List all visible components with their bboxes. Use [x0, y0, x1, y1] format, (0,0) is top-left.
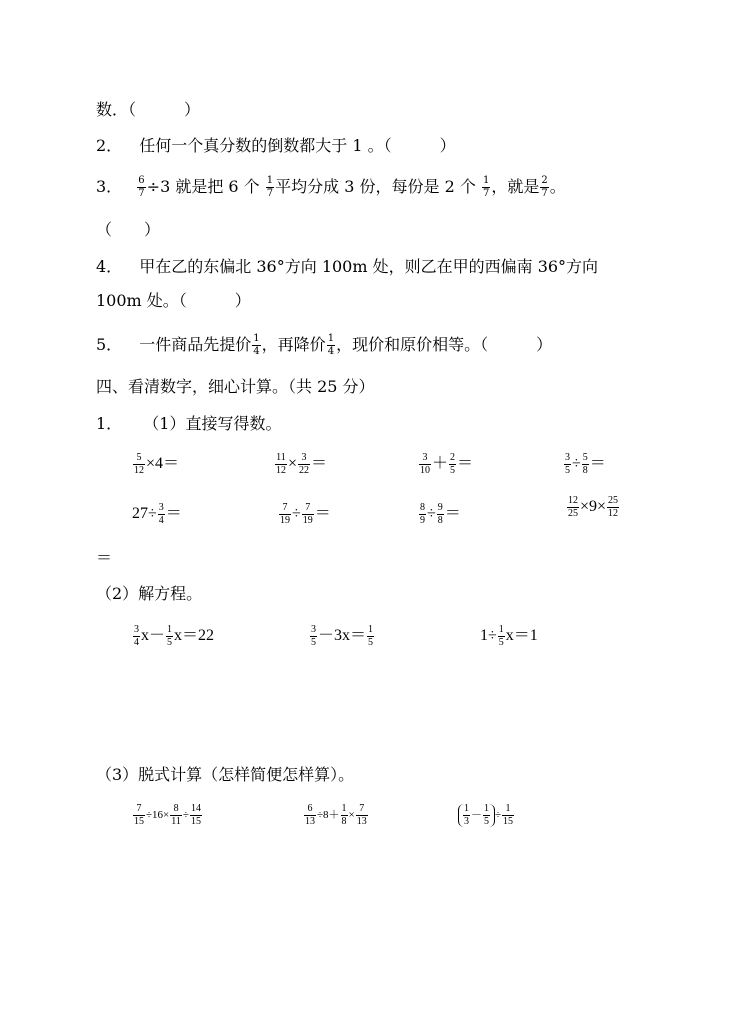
q3-paren: （ ） — [96, 220, 161, 239]
q3-text-1: ÷3 就是把 6 个 — [146, 177, 260, 196]
q2-number: 2． — [96, 136, 123, 155]
calc-4: $\frac{3}{5}$ ÷ $\frac{5}{8}$ ＝ — [565, 451, 606, 476]
expression-3: $\frac{1}{3}$ － $\frac{1}{5}$ ÷ $\frac{1}{15}$ — [458, 804, 515, 827]
part-1 — [96, 414, 281, 434]
calc-6: $\frac{7}{19}$ ÷ $\frac{7}{19}$ ＝ — [280, 501, 331, 526]
q1-tail: 数．（ ） — [96, 100, 201, 119]
q3-text-4: 。 — [549, 177, 566, 196]
calc-2: $\frac{11}{12}$ × $\frac{3}{22}$ ＝ — [276, 451, 328, 476]
calc-1: $\frac{5}{12}$ ×4＝ — [134, 451, 180, 476]
q4-number: 4． — [96, 257, 123, 276]
question-3 — [96, 176, 566, 199]
equation-1: $\frac{3}{4}$ x－ $\frac{1}{5}$ x＝22 — [134, 623, 215, 648]
calc-7: $\frac{8}{9}$ ÷ $\frac{9}{8}$ ＝ — [420, 501, 461, 526]
calc-3: $\frac{3}{10}$ ＋ $\frac{2}{5}$ ＝ — [420, 451, 474, 476]
q5-text-3: ，现价和原价相等。（ ） — [336, 335, 553, 354]
calc-5: 27÷ $\frac{3}{4}$ ＝ — [132, 501, 182, 526]
question-4 — [96, 257, 598, 277]
q5-number: 5． — [96, 335, 123, 354]
fraction-1-7b: $\frac{1}{7}$ — [482, 175, 490, 199]
fraction-1-4: $\frac{1}{4}$ — [253, 333, 260, 357]
expression-2: $\frac{6}{13}$ ÷8＋ $\frac{1}{8}$ × $\frac{7}{13}$ — [305, 803, 367, 827]
q2-text: 任何一个真分数的倒数都大于 1 。（ ） — [139, 136, 456, 155]
equation-3: 1÷ $\frac{1}{5}$ x＝1 — [480, 623, 538, 648]
part-3-label: （3）脱式计算（怎样简便怎样算）。 — [96, 765, 355, 784]
calc-8-equals: ＝ — [96, 550, 113, 567]
q5-text-1: 一件商品先提价 — [139, 335, 252, 354]
q3-text-3: ，就是 — [491, 177, 540, 196]
q3-text-2: 平均分成 3 份，每份是 2 个 — [275, 177, 476, 196]
q4-line-1: 甲在乙的东偏北 36°方向 100m 处，则乙在甲的西偏南 36°方向 — [139, 257, 599, 276]
expression-1: $\frac{7}{15}$ ÷16× $\frac{8}{11}$ ÷ $\frac{14}{15}$ — [134, 803, 201, 827]
fraction-2-7: $\frac{2}{7}$ — [541, 175, 548, 199]
part-2-label: （2）解方程。 — [96, 584, 203, 603]
fraction-1-4b: $\frac{1}{4}$ — [327, 333, 335, 357]
q4-line-2: 100m 处。（ ） — [96, 291, 251, 310]
q5-text-2: ，再降价 — [261, 335, 326, 354]
question-2 — [96, 136, 456, 156]
question-5 — [96, 334, 552, 357]
q3-number: 3． — [96, 177, 123, 196]
calc-8: $\frac{12}{25}$ ×9× $\frac{25}{12}$ — [568, 495, 619, 519]
fraction-1-7: $\frac{1}{7}$ — [266, 175, 274, 199]
part-1-label: （1）直接写得数。 — [143, 414, 282, 433]
equation-2: $\frac{3}{5}$ －3x＝ $\frac{1}{5}$ — [311, 623, 374, 648]
fraction-6-7: $\frac{6}{7}$ — [138, 175, 145, 199]
section-4-title: 四、看清数字，细心计算。（共 25 分） — [96, 377, 375, 396]
part-1-number: 1． — [96, 414, 123, 433]
